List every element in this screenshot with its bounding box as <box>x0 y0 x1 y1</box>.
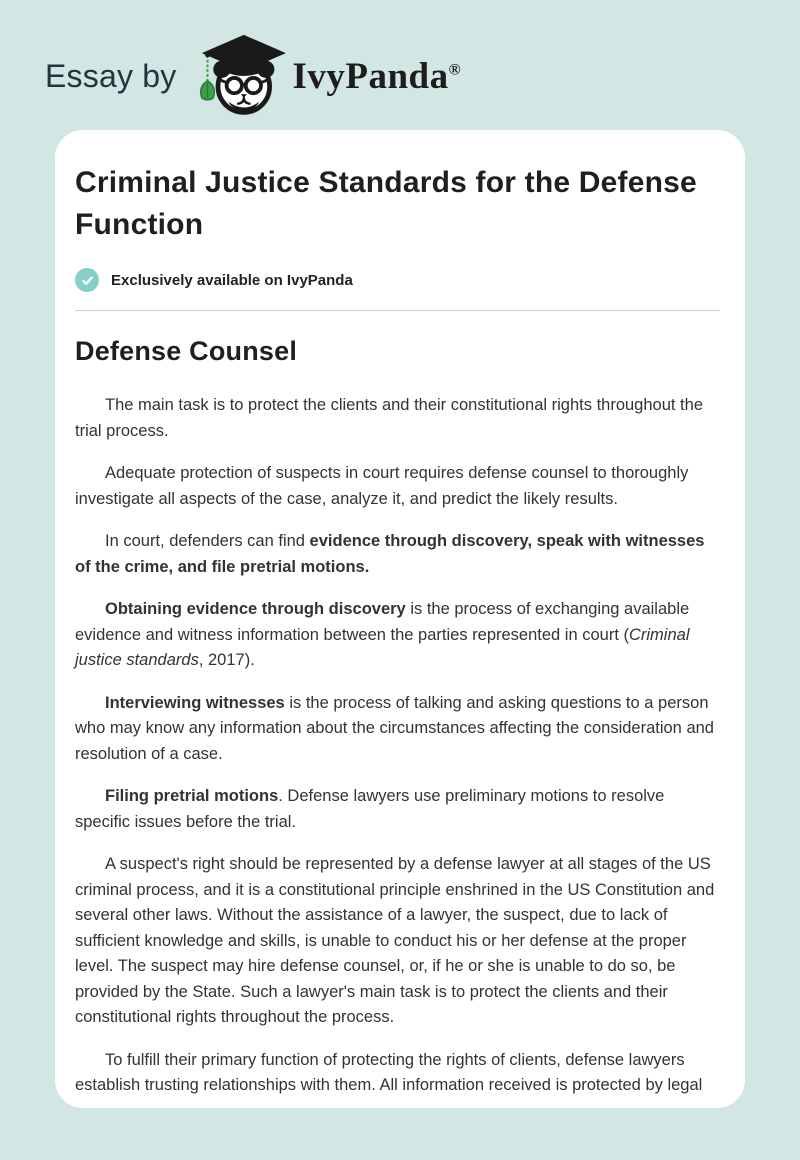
checkmark-icon <box>75 268 99 292</box>
essay-body <box>75 393 720 1099</box>
essay-paragraph: Filing pretrial motions. Defense lawyers use preliminary motions to resolve specific issues before the trial. <box>75 787 665 831</box>
essay-paragraph: In court, defenders can find evidence through discovery, speak with witnesses of the crime, and file pretrial motions. <box>75 532 705 576</box>
essay-paragraph: Interviewing witnesses is the process of talking and asking questions to a person who may know any information about the circumstances affecting the consideration and resolution of a case. <box>75 693 714 763</box>
ivypanda-logo <box>192 33 461 119</box>
essay-paragraph: The main task is to protect the clients and their constitutional rights throughout the trial process. <box>75 396 703 440</box>
essay-card <box>55 130 745 1108</box>
essay-paragraph: A suspect's right should be represented by a defense lawyer at all stages of the US criminal process, and it is a constitutional principle enshrined in the US Constitution and several other laws. Without the assistance of a lawyer, the suspect, due to lack of sufficient knowledge and skills, is unable to conduct his or her defense at the proper level. The suspect may hire defense counsel, or, if he or she is unable to do so, be provided by the State. Such a lawyer's main task is to protect the clients and their constitutional rights throughout the process. <box>75 855 715 1026</box>
essay-paragraph: To fulfill their primary function of protecting the rights of clients, defense lawyers establish trusting relationships with them. All information received is protected by legal <box>75 1050 703 1094</box>
essay-paragraph: Adequate protection of suspects in court requires defense counsel to thoroughly investigate all aspects of the case, analyze it, and predict the likely results. <box>75 464 689 508</box>
essay-by-text: Essay by <box>45 57 177 94</box>
essay-title: Criminal Justice Standards for the Defense Function <box>75 166 697 241</box>
registered-mark: ® <box>448 61 462 79</box>
site-header <box>0 0 800 118</box>
exclusive-badge-row <box>75 268 720 292</box>
divider <box>75 310 720 311</box>
essay-paragraph: Obtaining evidence through discovery is the process of exchanging available evidence and witness information between the parties represented in court (Criminal justice standards, 2017). <box>75 600 690 669</box>
section-heading: Defense Counsel <box>75 336 298 366</box>
exclusive-label: Exclusively available on IvyPanda <box>111 271 353 289</box>
panda-graduate-icon <box>192 33 288 119</box>
ivypanda-wordmark: IvyPanda® <box>292 55 462 97</box>
